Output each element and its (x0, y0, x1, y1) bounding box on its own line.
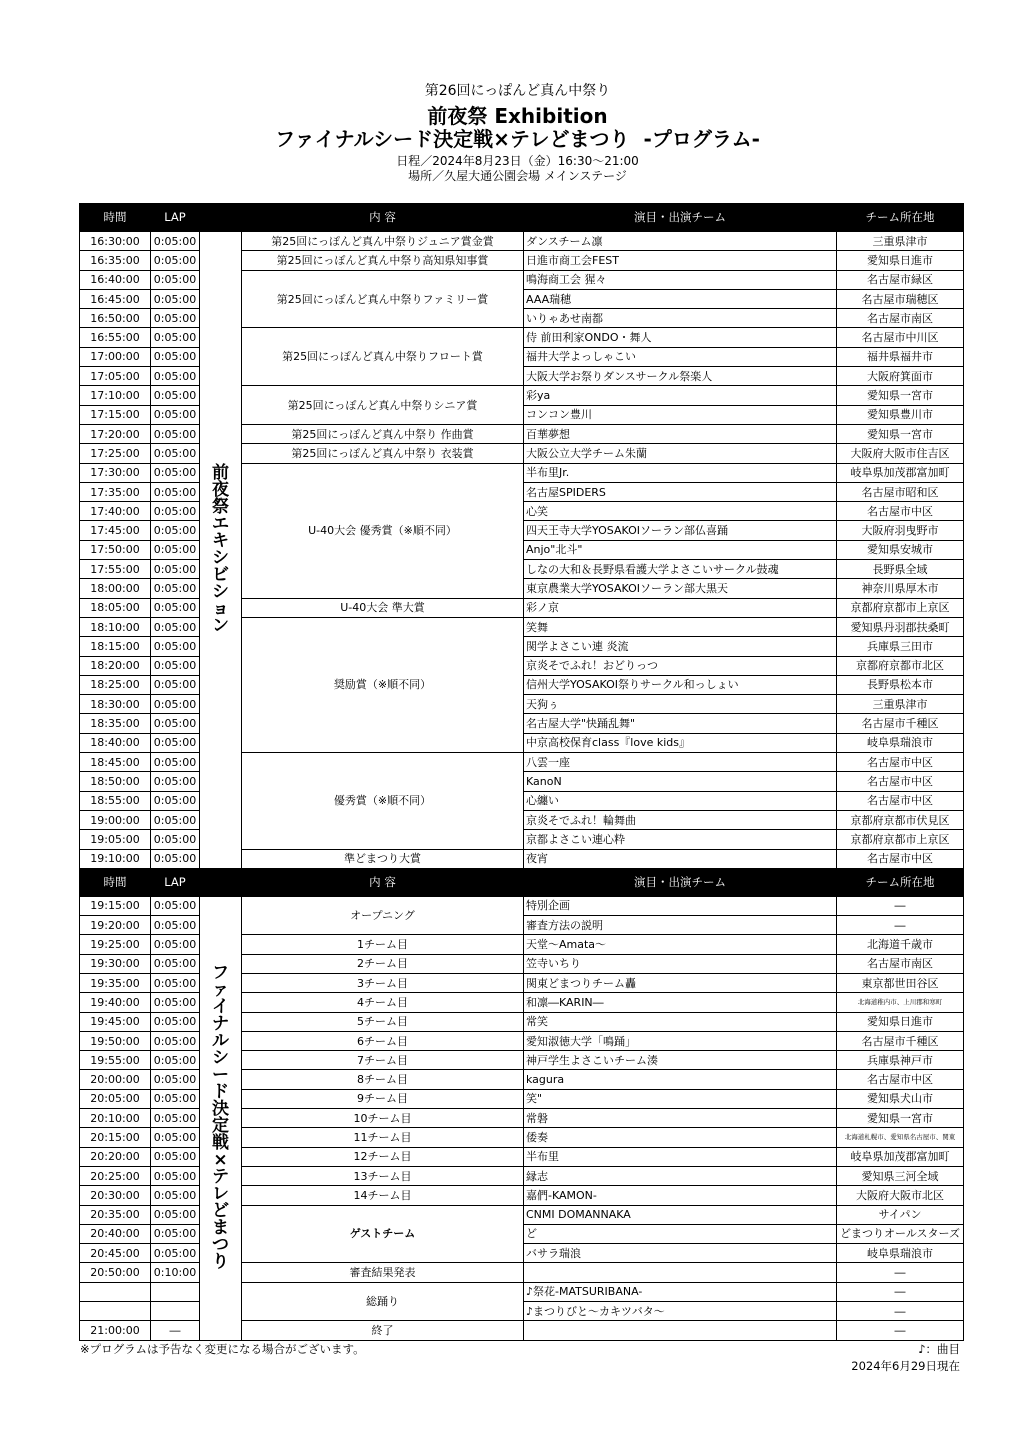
lap-cell: 0:05:00 (151, 993, 200, 1012)
as-of-date: 2024年6月29日現在 (851, 1359, 960, 1373)
lap-cell: 0:05:00 (151, 733, 200, 752)
content-cell: 審査結果発表 (242, 1263, 524, 1282)
location-cell: 大阪府大阪市北区 (837, 1186, 964, 1205)
lap-cell: 0:05:00 (151, 232, 200, 251)
time-cell: 17:20:00 (80, 424, 151, 443)
content-cell: 準どまつり大賞 (242, 849, 524, 868)
content-cell: 優秀賞（※順不同） (242, 753, 524, 849)
time-cell: 19:35:00 (80, 973, 151, 992)
team-cell: 愛知淑徳大学「鳴踊」 (524, 1031, 837, 1050)
location-cell: 愛知県日進市 (837, 1012, 964, 1031)
location-cell: 愛知県一宮市 (837, 1109, 964, 1128)
location-cell: 岐阜県瑞浪市 (837, 1244, 964, 1263)
team-cell: 夜宵 (524, 849, 837, 868)
team-cell: ♪まつりびと～カキツバタ～ (524, 1302, 837, 1321)
location-cell: 北海道札幌市、愛知県名古屋市、関東 (837, 1128, 964, 1147)
time-cell: 19:45:00 (80, 1012, 151, 1031)
team-cell: 百華夢想 (524, 424, 837, 443)
lap-cell: 0:05:00 (151, 560, 200, 579)
team-cell: ♪祭花-MATSURIBANA- (524, 1282, 837, 1301)
content-cell: 第25回にっぽんど真ん中祭りファミリー賞 (242, 270, 524, 328)
time-cell: 19:10:00 (80, 849, 151, 868)
location-cell: 名古屋市中区 (837, 1070, 964, 1089)
time-cell: 18:15:00 (80, 637, 151, 656)
location-cell: ― (837, 1302, 964, 1321)
time-cell: 20:25:00 (80, 1166, 151, 1185)
team-cell: 神戸学生よさこいチーム湊 (524, 1051, 837, 1070)
time-cell: 18:10:00 (80, 617, 151, 636)
time-cell: 17:35:00 (80, 482, 151, 501)
time-cell: 19:05:00 (80, 830, 151, 849)
team-cell: 審査方法の説明 (524, 916, 837, 935)
time-cell: 20:45:00 (80, 1244, 151, 1263)
column-header-section (200, 204, 242, 232)
column-header-section (200, 868, 242, 896)
team-cell: 縁志 (524, 1166, 837, 1185)
team-cell: 大阪大学お祭りダンスサークル祭楽人 (524, 367, 837, 386)
location-cell: 名古屋市瑞穂区 (837, 289, 964, 308)
column-header-content: 内 容 (242, 868, 524, 896)
venue-text: 場所／久屋大通公園会場 メインステージ (408, 169, 627, 183)
lap-cell: 0:05:00 (151, 1128, 200, 1147)
location-cell: 名古屋市千種区 (837, 714, 964, 733)
lap-cell: 0:05:00 (151, 675, 200, 694)
location-cell: 愛知県一宮市 (837, 386, 964, 405)
location-cell: どまつりオールスターズ (837, 1224, 964, 1243)
location-cell: 長野県全域 (837, 560, 964, 579)
lap-cell: 0:05:00 (151, 637, 200, 656)
section-label-pre-festival-label: 前夜祭 エキシビション (212, 462, 229, 636)
content-cell: ゲストチーム (242, 1205, 524, 1263)
column-header-row (80, 204, 964, 232)
team-cell: 京炎そでふれ！輪舞曲 (524, 810, 837, 829)
location-cell: 名古屋市中区 (837, 791, 964, 810)
lap-cell: 0:10:00 (151, 1263, 200, 1282)
location-cell: 大阪府羽曳野市 (837, 521, 964, 540)
lap-cell: 0:05:00 (151, 916, 200, 935)
section-label-final-seed-label: ファイナルシード決定戦×テレどまつり (212, 963, 229, 1273)
location-cell: 名古屋市緑区 (837, 270, 964, 289)
team-cell: 常磐 (524, 1109, 837, 1128)
team-cell: 名古屋大学"快踊乱舞" (524, 714, 837, 733)
location-cell: 名古屋市千種区 (837, 1031, 964, 1050)
time-cell: 16:30:00 (80, 232, 151, 251)
time-cell: 18:40:00 (80, 733, 151, 752)
location-cell: 岐阜県加茂郡富加町 (837, 1147, 964, 1166)
column-header-team: 演目・出演チーム (524, 868, 837, 896)
table-row (80, 232, 964, 251)
program-title-suffix: -プログラム- (643, 127, 760, 151)
content-cell: 第25回にっぽんど真ん中祭りフロート賞 (242, 328, 524, 386)
location-cell: ― (837, 916, 964, 935)
column-header-team: 演目・出演チーム (524, 204, 837, 232)
lap-cell: 0:05:00 (151, 954, 200, 973)
content-cell: 第25回にっぽんど真ん中祭り 作曲賞 (242, 424, 524, 443)
lap-cell: 0:05:00 (151, 849, 200, 868)
content-cell: 12チーム目 (242, 1147, 524, 1166)
lap-cell: 0:05:00 (151, 502, 200, 521)
time-cell: 17:25:00 (80, 444, 151, 463)
team-cell: 和凛―KARIN― (524, 993, 837, 1012)
team-cell: 笠寺いちり (524, 954, 837, 973)
content-cell: 4チーム目 (242, 993, 524, 1012)
location-cell: 愛知県安城市 (837, 540, 964, 559)
location-cell: ― (837, 1321, 964, 1340)
lap-cell: 0:05:00 (151, 270, 200, 289)
lap-cell: 0:05:00 (151, 444, 200, 463)
time-cell: 19:40:00 (80, 993, 151, 1012)
team-cell: ダンスチーム凛 (524, 232, 837, 251)
column-header-content: 内 容 (242, 204, 524, 232)
time-cell (80, 1282, 151, 1301)
team-cell: 嘉們-KAMON- (524, 1186, 837, 1205)
team-cell: 大阪公立大学チーム朱蘭 (524, 444, 837, 463)
team-cell: 中京高校保育class『love kids』 (524, 733, 837, 752)
lap-cell: 0:05:00 (151, 540, 200, 559)
team-cell: CNMI DOMANNAKA (524, 1205, 837, 1224)
location-cell: 大阪府箕面市 (837, 367, 964, 386)
time-cell (80, 1302, 151, 1321)
location-cell: 北海道稚内市、上川郡和寒町 (837, 993, 964, 1012)
location-cell: ― (837, 1282, 964, 1301)
lap-cell: 0:05:00 (151, 405, 200, 424)
lap-cell: 0:05:00 (151, 1051, 200, 1070)
lap-cell: ― (151, 1321, 200, 1340)
lap-cell: 0:05:00 (151, 830, 200, 849)
location-cell: 兵庫県三田市 (837, 637, 964, 656)
content-cell: 第25回にっぽんど真ん中祭りジュニア賞金賞 (242, 232, 524, 251)
content-cell: 第25回にっぽんど真ん中祭り高知県知事賞 (242, 251, 524, 270)
lap-cell: 0:05:00 (151, 1109, 200, 1128)
team-cell: 関東どまつりチーム轟 (524, 973, 837, 992)
team-cell: 福井大学よっしゃこい (524, 347, 837, 366)
team-cell: kagura (524, 1070, 837, 1089)
time-cell: 20:05:00 (80, 1089, 151, 1108)
team-cell: コンコン豊川 (524, 405, 837, 424)
team-cell: ど (524, 1224, 837, 1243)
location-cell: ― (837, 896, 964, 915)
location-cell: 福井県福井市 (837, 347, 964, 366)
lap-cell (151, 1302, 200, 1321)
column-header-location: チーム所在地 (837, 204, 964, 232)
lap-cell: 0:05:00 (151, 1244, 200, 1263)
time-cell: 19:30:00 (80, 954, 151, 973)
lap-cell: 0:05:00 (151, 424, 200, 443)
time-cell: 20:20:00 (80, 1147, 151, 1166)
location-cell: 名古屋市中区 (837, 753, 964, 772)
lap-cell: 0:05:00 (151, 772, 200, 791)
table-row (80, 896, 964, 915)
team-cell: 日進市商工会FEST (524, 251, 837, 270)
team-cell: 半布里Jr. (524, 463, 837, 482)
lap-cell: 0:05:00 (151, 463, 200, 482)
lap-cell: 0:05:00 (151, 386, 200, 405)
lap-cell: 0:05:00 (151, 714, 200, 733)
team-cell: 半布里 (524, 1147, 837, 1166)
team-cell: 京炎そでふれ！おどりっつ (524, 656, 837, 675)
location-cell: 岐阜県瑞浪市 (837, 733, 964, 752)
team-cell: 名古屋SPIDERS (524, 482, 837, 501)
section-label-pre-festival (200, 232, 242, 869)
content-cell: 7チーム目 (242, 1051, 524, 1070)
time-cell: 18:00:00 (80, 579, 151, 598)
location-cell: ― (837, 1263, 964, 1282)
location-cell: 愛知県犬山市 (837, 1089, 964, 1108)
content-cell: 3チーム目 (242, 973, 524, 992)
time-cell: 19:55:00 (80, 1051, 151, 1070)
content-cell: オープニング (242, 896, 524, 935)
time-cell: 19:20:00 (80, 916, 151, 935)
location-cell: 長野県松本市 (837, 675, 964, 694)
time-cell: 17:15:00 (80, 405, 151, 424)
content-cell: 5チーム目 (242, 1012, 524, 1031)
disclaimer-note: ※プログラムは予告なく変更になる場合がございます。 (80, 1342, 365, 1356)
location-cell: 兵庫県神戸市 (837, 1051, 964, 1070)
time-cell: 17:55:00 (80, 560, 151, 579)
team-cell: しなの大和＆長野県看護大学よさこいサークル鼓魂 (524, 560, 837, 579)
team-cell: 特別企画 (524, 896, 837, 915)
content-cell: 奨励賞（※順不同） (242, 617, 524, 752)
content-cell: U-40大会 優秀賞（※順不同） (242, 463, 524, 598)
team-cell: 天狗ぅ (524, 695, 837, 714)
lap-cell: 0:05:00 (151, 1166, 200, 1185)
team-cell: 関学よさこい連 炎流 (524, 637, 837, 656)
time-cell: 16:45:00 (80, 289, 151, 308)
content-cell: 8チーム目 (242, 1070, 524, 1089)
event-title: 第26回にっぽんど真ん中祭り (424, 83, 611, 99)
location-cell: 名古屋市南区 (837, 954, 964, 973)
team-cell: 天堂～Amata～ (524, 935, 837, 954)
column-header-lap: LAP (151, 868, 200, 896)
team-cell: 鳴海商工会 猩々 (524, 270, 837, 289)
time-cell: 17:00:00 (80, 347, 151, 366)
time-cell: 16:50:00 (80, 309, 151, 328)
location-cell: 京都府京都市上京区 (837, 830, 964, 849)
location-cell: 愛知県豊川市 (837, 405, 964, 424)
time-cell: 18:55:00 (80, 791, 151, 810)
lap-cell: 0:05:00 (151, 695, 200, 714)
location-cell: 京都府京都市北区 (837, 656, 964, 675)
team-cell: 侍 前田利家ONDO・舞人 (524, 328, 837, 347)
program-table (79, 203, 964, 1341)
column-header-time: 時間 (80, 868, 151, 896)
lap-cell: 0:05:00 (151, 656, 200, 675)
program-title-main: ファイナルシード決定戦×テレどまつり (275, 127, 630, 151)
team-cell: いりゃあせ南都 (524, 309, 837, 328)
lap-cell: 0:05:00 (151, 1070, 200, 1089)
team-cell: 東京農業大学YOSAKOIソーラン部大黒天 (524, 579, 837, 598)
team-cell: 笑舞 (524, 617, 837, 636)
team-cell: 彩ya (524, 386, 837, 405)
content-cell: U-40大会 準大賞 (242, 598, 524, 617)
location-cell: 愛知県日進市 (837, 251, 964, 270)
time-cell: 17:05:00 (80, 367, 151, 386)
lap-cell: 0:05:00 (151, 1186, 200, 1205)
location-cell: 愛知県三河全域 (837, 1166, 964, 1185)
lap-cell: 0:05:00 (151, 896, 200, 915)
content-cell: 11チーム目 (242, 1128, 524, 1147)
lap-cell: 0:05:00 (151, 1224, 200, 1243)
lap-cell: 0:05:00 (151, 973, 200, 992)
team-cell: 彩ノ京 (524, 598, 837, 617)
content-cell: 6チーム目 (242, 1031, 524, 1050)
time-cell: 16:35:00 (80, 251, 151, 270)
time-cell: 18:25:00 (80, 675, 151, 694)
team-cell: 四天王寺大学YOSAKOIソーラン部仏喜踊 (524, 521, 837, 540)
location-cell: 三重県津市 (837, 232, 964, 251)
location-cell: 名古屋市昭和区 (837, 482, 964, 501)
content-cell: 1チーム目 (242, 935, 524, 954)
time-cell: 17:45:00 (80, 521, 151, 540)
location-cell: 名古屋市南区 (837, 309, 964, 328)
time-cell: 17:40:00 (80, 502, 151, 521)
lap-cell: 0:05:00 (151, 347, 200, 366)
content-cell: 9チーム目 (242, 1089, 524, 1108)
lap-cell: 0:05:00 (151, 1205, 200, 1224)
time-cell: 18:30:00 (80, 695, 151, 714)
time-cell: 19:00:00 (80, 810, 151, 829)
time-cell: 20:15:00 (80, 1128, 151, 1147)
content-cell: 14チーム目 (242, 1186, 524, 1205)
team-cell: 信州大学YOSAKOI祭りサークル和っしょい (524, 675, 837, 694)
location-cell: 神奈川県厚木市 (837, 579, 964, 598)
content-cell: 第25回にっぽんど真ん中祭り 衣装賞 (242, 444, 524, 463)
time-cell: 20:00:00 (80, 1070, 151, 1089)
time-cell: 20:10:00 (80, 1109, 151, 1128)
location-cell: 名古屋市中川区 (837, 328, 964, 347)
location-cell: 北海道千歳市 (837, 935, 964, 954)
content-cell: 第25回にっぽんど真ん中祭りシニア賞 (242, 386, 524, 425)
location-cell: 愛知県丹羽郡扶桑町 (837, 617, 964, 636)
time-cell: 20:35:00 (80, 1205, 151, 1224)
content-cell: 10チーム目 (242, 1109, 524, 1128)
team-cell: 倭奏 (524, 1128, 837, 1147)
column-header-location: チーム所在地 (837, 868, 964, 896)
location-cell: 名古屋市中区 (837, 772, 964, 791)
lap-cell: 0:05:00 (151, 1089, 200, 1108)
lap-cell: 0:05:00 (151, 617, 200, 636)
lap-cell: 0:05:00 (151, 521, 200, 540)
time-cell: 18:50:00 (80, 772, 151, 791)
time-cell: 19:15:00 (80, 896, 151, 915)
team-cell: 八雲一座 (524, 753, 837, 772)
time-cell: 17:10:00 (80, 386, 151, 405)
team-cell: 心纏い (524, 791, 837, 810)
lap-cell: 0:05:00 (151, 289, 200, 308)
team-cell: KanoN (524, 772, 837, 791)
location-cell: 大阪府大阪市住吉区 (837, 444, 964, 463)
lap-cell: 0:05:00 (151, 482, 200, 501)
time-cell: 18:45:00 (80, 753, 151, 772)
time-cell: 20:30:00 (80, 1186, 151, 1205)
content-cell: 13チーム目 (242, 1166, 524, 1185)
lap-cell: 0:05:00 (151, 935, 200, 954)
location-cell: 東京都世田谷区 (837, 973, 964, 992)
location-cell: 岐阜県加茂郡富加町 (837, 463, 964, 482)
section-label-final-seed (200, 896, 242, 1340)
team-cell: 笑" (524, 1089, 837, 1108)
team-cell: バサラ瑞浪 (524, 1244, 837, 1263)
lap-cell: 0:05:00 (151, 579, 200, 598)
time-cell: 20:50:00 (80, 1263, 151, 1282)
content-cell: 総踊り (242, 1282, 524, 1321)
song-legend: ♪：曲目 (918, 1342, 960, 1356)
time-cell: 17:30:00 (80, 463, 151, 482)
lap-cell (151, 1282, 200, 1301)
lap-cell: 0:05:00 (151, 598, 200, 617)
lap-cell: 0:05:00 (151, 251, 200, 270)
time-cell: 20:40:00 (80, 1224, 151, 1243)
column-header-lap: LAP (151, 204, 200, 232)
content-cell: 2チーム目 (242, 954, 524, 973)
lap-cell: 0:05:00 (151, 753, 200, 772)
column-header-row (80, 868, 964, 896)
lap-cell: 0:05:00 (151, 791, 200, 810)
time-cell: 16:55:00 (80, 328, 151, 347)
location-cell: 名古屋市中区 (837, 502, 964, 521)
team-cell: Anjo"北斗" (524, 540, 837, 559)
content-cell: 終了 (242, 1321, 524, 1340)
location-cell: サイパン (837, 1205, 964, 1224)
location-cell: 三重県津市 (837, 695, 964, 714)
time-cell: 21:00:00 (80, 1321, 151, 1340)
time-cell: 18:20:00 (80, 656, 151, 675)
time-cell: 19:50:00 (80, 1031, 151, 1050)
lap-cell: 0:05:00 (151, 1031, 200, 1050)
team-cell (524, 1263, 837, 1282)
lap-cell: 0:05:00 (151, 1012, 200, 1031)
location-cell: 京都府京都市伏見区 (837, 810, 964, 829)
time-cell: 18:35:00 (80, 714, 151, 733)
schedule-text: 日程／2024年8月23日（金）16:30～21:00 (396, 154, 639, 168)
time-cell: 16:40:00 (80, 270, 151, 289)
lap-cell: 0:05:00 (151, 328, 200, 347)
team-cell: 京都よさこい連心粋 (524, 830, 837, 849)
location-cell: 名古屋市中区 (837, 849, 964, 868)
team-cell: 常笑 (524, 1012, 837, 1031)
team-cell: AAA瑞穂 (524, 289, 837, 308)
lap-cell: 0:05:00 (151, 309, 200, 328)
time-cell: 18:05:00 (80, 598, 151, 617)
lap-cell: 0:05:00 (151, 367, 200, 386)
team-cell (524, 1321, 837, 1340)
column-header-time: 時間 (80, 204, 151, 232)
lap-cell: 0:05:00 (151, 1147, 200, 1166)
location-cell: 愛知県一宮市 (837, 424, 964, 443)
time-cell: 17:50:00 (80, 540, 151, 559)
lap-cell: 0:05:00 (151, 810, 200, 829)
event-subtitle: 前夜祭 Exhibition (427, 104, 608, 128)
program-title (0, 123, 1035, 152)
location-cell: 京都府京都市上京区 (837, 598, 964, 617)
time-cell: 19:25:00 (80, 935, 151, 954)
team-cell: 心笑 (524, 502, 837, 521)
